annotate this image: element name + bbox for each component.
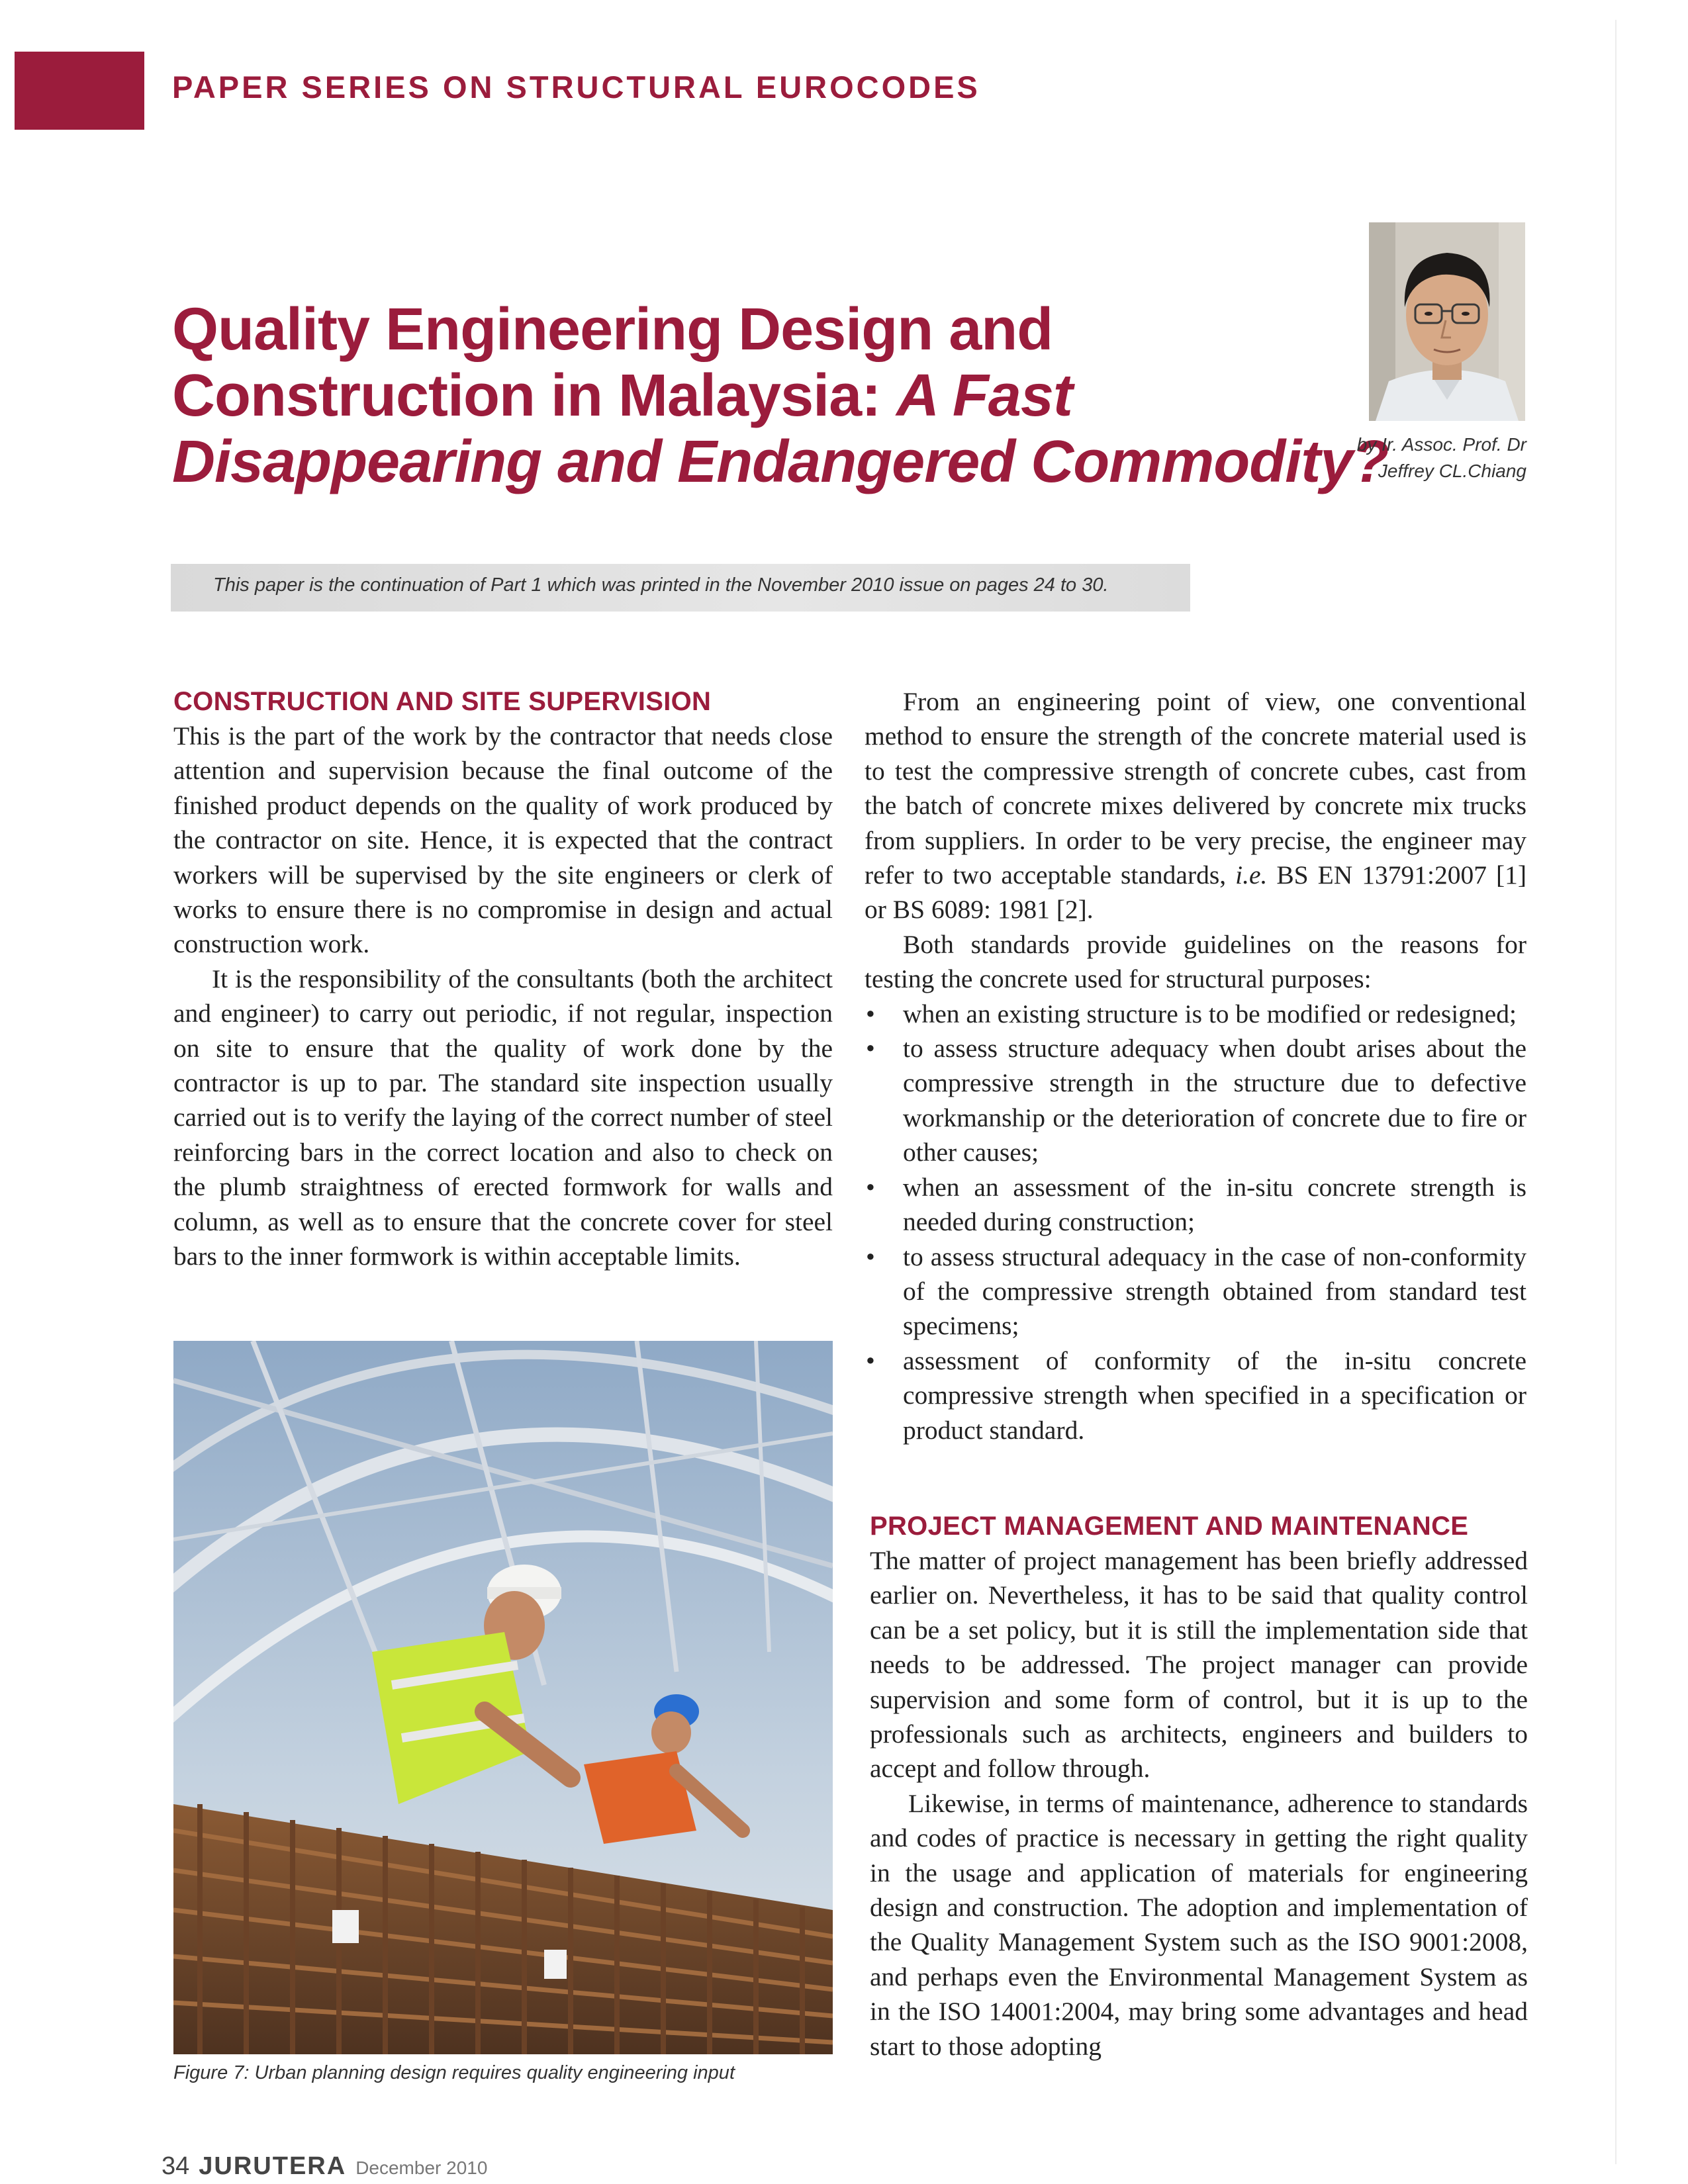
bullet-item [865,1343,1526,1447]
right-column [865,684,1526,1447]
continuation-note: This paper is the continuation of Part 1 which was printed in the November 2010 issue on pages 24 to 30. [213,574,1109,596]
bullet-text: to assess structural adequacy in the case of non-conformity of the compressive strength obtained from standard test specimens; [903,1242,1526,1341]
header-color-block [15,52,144,130]
figure-construction-photo [173,1341,833,2054]
right-paragraph-4: Likewise, in terms of maintenance, adherence to standards and codes of practice is necessary in getting the right quality in the usage and application of materials for engineering design and construction. The adoption and implementation of the Quality Management System such as the ISO 9001:2008, and perhaps even the Environmental Management System as in the ISO 14001:2004, may bring some advantages and head start to those adopting [870,1788,1528,2061]
left-paragraph-1: This is the part of the work by the contractor that needs close attention and supervision because the final outcome of the finished product depends on the quality of work produced by the contractor on site. Hence, it is expected that the contract workers will be supervised by the site engineers or clerk of works to ensure there is no compromise in design and actual construction work. [173,721,833,959]
reasons-bullet-list [865,997,1526,1447]
bullet-item [865,997,1526,1031]
right-paragraph-1-a: From an engineering point of view, one conventional method to ensure the strength of the concrete material used is to test the compressive strength of concrete cubes, cast from the batch of concrete mixes delivered by concrete mix trucks from suppliers. In order to be very precise, the engineer may refer to two acceptable standards, [865,687,1526,890]
left-paragraph-2: It is the responsibility of the consultants (both the architect and engineer) to carry out periodic, if not regular, inspection on site to ensure that the quality of work done by the contractor is up to par. The standard site inspection usually carried out is to verify the laying of the correct number of steel reinforcing bars in the correct location and also to check on the plumb straightness of erected formwork for walls and column, as well as to ensure that the concrete cover for steel bars to the inner formwork is within acceptable limits. [173,964,833,1271]
bullet-item [865,1170,1526,1240]
right-paragraph-1-ie: i.e. [1235,860,1268,890]
author-photo [1369,222,1525,421]
bullet-item [865,1031,1526,1170]
byline-line-1: by Ir. Assoc. Prof. Dr [1356,434,1526,455]
bullet-icon: • [866,1172,875,1202]
title-line-3: Disappearing and Endangered Commodity? [172,429,1389,495]
right-column-lower [870,1509,1528,2064]
left-column [173,684,833,1274]
bullet-icon: • [866,1242,875,1271]
issue-date: December 2010 [355,2158,488,2178]
title-line-2 [172,363,1350,429]
bullet-icon: • [866,999,875,1028]
right-paragraph-1-b: BS EN 13791:2007 [1] or BS 6089: 1981 [2]. [865,860,1527,925]
right-paragraph-1 [865,684,1526,927]
byline [1331,432,1526,484]
section-heading-project-management: PROJECT MANAGEMENT AND MAINTENANCE [870,1512,1469,1541]
bullet-text: when an assessment of the in-situ concrete strength is needed during construction; [903,1172,1526,1237]
bullet-text: to assess structure adequacy when doubt arises about the compressive strength in the structure due to defective workmanship or the deterioration of concrete due to fire or other causes; [903,1034,1526,1167]
title-line-1: Quality Engineering Design and [172,296,1053,363]
title-line-2-italic: A Fast [896,363,1072,429]
bullet-icon: • [866,1345,875,1375]
bullet-icon: • [866,1034,875,1064]
right-paragraph-3: The matter of project management has been briefly addressed earlier on. Nevertheless, it has to be said that quality control can be a set policy, but it is still the implementation side that needs to be addressed. The project manager can provide supervision and some form of control, but it is up to the professionals such as architects, engineers and builders to accept and follow through. [870,1546,1528,1784]
byline-line-2: Jeffrey CL.Chiang [1378,461,1526,481]
page-number: 34 [162,2152,190,2180]
page-gutter-line [1615,20,1617,2164]
page-footer [162,2152,487,2181]
title-line-2-plain: Construction in Malaysia: [172,363,897,429]
series-title: PAPER SERIES ON STRUCTURAL EUROCODES [172,69,980,105]
magazine-name: JURUTERA [199,2152,347,2180]
section-heading-construction: CONSTRUCTION AND SITE SUPERVISION [173,687,712,716]
article-title [172,296,1389,495]
bullet-item [865,1240,1526,1343]
bullet-text: assessment of conformity of the in-situ concrete compressive strength when specified in a specification or product standard. [903,1345,1526,1445]
figure-caption: Figure 7: Urban planning design requires quality engineering input [173,2062,735,2083]
right-paragraph-2: Both standards provide guidelines on the reasons for testing the concrete used for structural purposes: [865,929,1526,994]
bullet-text: when an existing structure is to be modified or redesigned; [903,999,1517,1028]
